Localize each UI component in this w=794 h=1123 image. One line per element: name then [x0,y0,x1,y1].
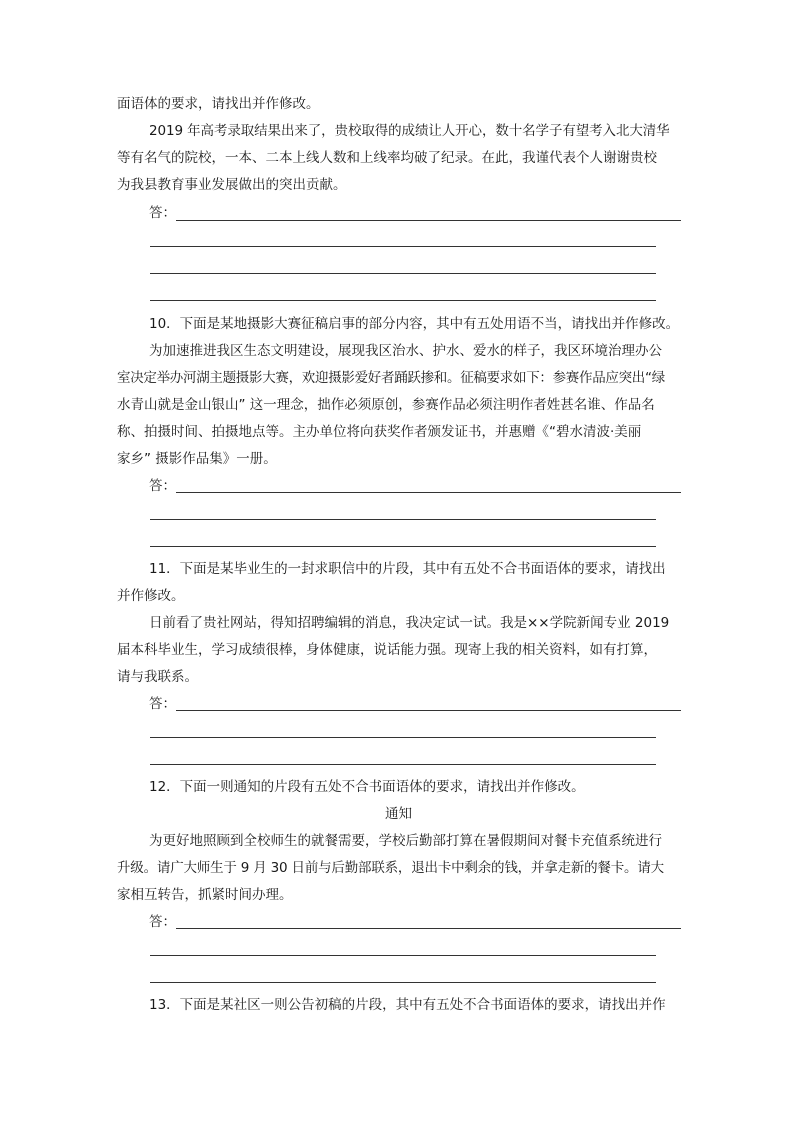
q12-notice-title: 通知 [385,806,412,822]
q12-answer-line-2[interactable] [150,955,656,956]
q10-passage-line-2: 室决定举办河湖主题摄影大赛，欢迎摄影爱好者踊跃掺和。征稿要求如下：参赛作品应突出“绿 [117,370,665,386]
q10-answer-line-2[interactable] [150,519,656,520]
q12-passage-line-1: 为更好地照顾到全校师生的就餐需要，学校后勤部打算在暑假期间对餐卡充值系统进行 [149,833,662,849]
q10-prompt: 10．下面是某地摄影大赛征稿启事的部分内容，其中有五处用语不当，请找出并作修改。 [149,316,680,332]
q13-prompt: 13．下面是某社区一则公告初稿的片段，其中有五处不合书面语体的要求，请找出并作 [149,997,666,1013]
q10-answer-label: 答： [149,478,176,494]
q10-answer-line-3[interactable] [150,546,656,547]
continued-answer-line-1[interactable] [176,220,681,221]
q12-passage-line-2: 升级。请广大师生于 9 月 30 日前与后勤部联系，退出卡中剩余的钱，并拿走新的餐卡。请大 [117,860,664,876]
q11-prompt-line-2: 并作修改。 [117,588,185,604]
continued-prompt-line: 面语体的要求，请找出并作修改。 [117,96,320,112]
q11-passage-line-2: 届本科毕业生，学习成绩很棒，身体健康，说话能力强。现寄上我的相关资料，如有打算， [117,642,657,658]
q11-answer-line-3[interactable] [150,764,656,765]
q10-passage-line-1: 为加速推进我区生态文明建设，展现我区治水、护水、爱水的样子，我区环境治理办公 [149,343,662,359]
q12-prompt: 12．下面一则通知的片段有五处不合书面语体的要求，请找出并作修改。 [149,779,585,795]
continued-answer-line-2[interactable] [150,246,656,247]
q11-passage-line-3: 请与我联系。 [117,669,198,685]
q11-prompt-line-1: 11．下面是某毕业生的一封求职信中的片段，其中有五处不合书面语体的要求，请找出 [149,561,666,577]
continued-answer-line-4[interactable] [150,300,656,301]
q10-answer-line-1[interactable] [176,492,681,493]
continued-passage-line-1: 2019 年高考录取结果出来了，贵校取得的成绩让人开心，数十名学子有望考入北大清华 [149,123,670,139]
q12-passage-line-3: 家相互转告，抓紧时间办理。 [117,887,293,903]
q10-passage-line-5: 家乡” 摄影作品集》一册。 [117,451,277,467]
q12-answer-label: 答： [149,914,176,930]
q12-answer-line-3[interactable] [150,982,656,983]
continued-answer-line-3[interactable] [150,273,656,274]
q11-answer-line-2[interactable] [150,737,656,738]
continued-answer-label: 答： [149,205,176,221]
q11-answer-line-1[interactable] [176,710,681,711]
q10-passage-line-3: 水青山就是金山银山” 这一理念，拙作必须原创，参赛作品必须注明作者姓甚名谁、作品名 [117,397,655,413]
q12-answer-line-1[interactable] [176,928,681,929]
q11-answer-label: 答： [149,696,176,712]
q10-passage-line-4: 称、拍摄时间、拍摄地点等。主办单位将向获奖作者颁发证书，并惠赠《“碧水清波·美丽 [117,424,642,440]
continued-passage-line-2: 等有名气的院校，一本、二本上线人数和上线率均破了纪录。在此，我谨代表个人谢谢贵校 [117,150,657,166]
q11-passage-line-1: 日前看了贵社网站，得知招聘编辑的消息，我决定试一试。我是××学院新闻专业 2019 [149,615,670,631]
continued-passage-line-3: 为我县教育事业发展做出的突出贡献。 [117,177,347,193]
